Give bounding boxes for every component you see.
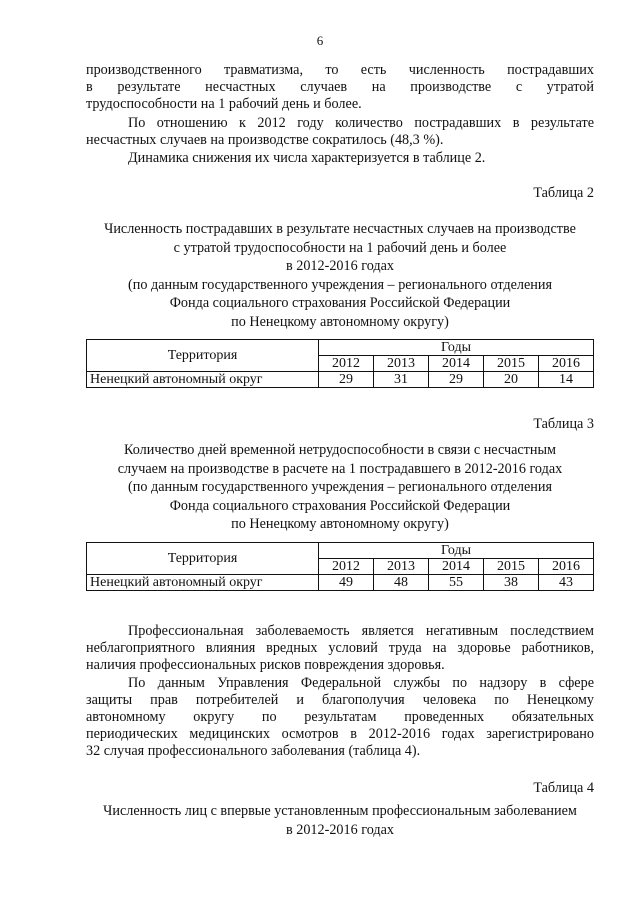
year-cell: 2014 [429, 356, 484, 372]
table2-label: Таблица 2 [533, 185, 594, 201]
table2-title-line: Фонда социального страхования Российской Федерации [169, 295, 511, 311]
year-cell: 2013 [374, 559, 429, 575]
table2 [86, 339, 594, 388]
table3-title-line: Количество дней временной нетрудоспособности в связи с несчастным [123, 442, 556, 458]
body-line: автономному округу по результатам проведенных обязательных [86, 709, 594, 725]
value-cell: 38 [484, 575, 539, 591]
value-cell: 49 [319, 575, 374, 591]
year-cell: 2012 [319, 356, 374, 372]
years-header: Годы [319, 543, 594, 559]
reduction-line: По отношению к 2012 году количество пострадавших в результате [128, 115, 594, 131]
body-line: Профессиональная заболеваемость является негативным последствием [128, 623, 594, 639]
table3-title-line: случаем на производстве в расчете на 1 пострадавшего в 2012-2016 годах [117, 460, 563, 477]
row-label: Ненецкий автономный округ [87, 372, 319, 388]
year-cell: 2012 [319, 559, 374, 575]
territory-header: Территория [87, 543, 319, 575]
year-cell: 2014 [429, 559, 484, 575]
body-line: наличия профессиональных рисков повреждения здоровья. [86, 657, 445, 673]
value-cell: 55 [429, 575, 484, 591]
value-cell: 14 [539, 372, 594, 388]
year-cell: 2013 [374, 356, 429, 372]
table4-title-line: Численность лиц с впервые установленным профессиональным заболеванием [103, 803, 577, 819]
table2-title-line: в 2012-2016 годах [285, 258, 395, 274]
table4-title-line: в 2012-2016 годах [285, 821, 395, 838]
page-number: 6 [316, 33, 324, 48]
table4-label: Таблица 4 [533, 780, 594, 796]
table2-title-line: Численность пострадавших в результате несчастных случаев на производстве [104, 221, 576, 237]
table3-title-line: (по данным государственного учреждения – регионального отделения [128, 479, 552, 495]
value-cell: 43 [539, 575, 594, 591]
year-cell: 2016 [539, 356, 594, 372]
dynamics-paragraph: Динамика снижения их числа характеризуется в таблице 2. [128, 150, 486, 166]
territory-header: Территория [87, 340, 319, 372]
value-cell: 29 [429, 372, 484, 388]
body-line: По данным Управления Федеральной службы по надзору в сфере [128, 675, 594, 691]
value-cell: 20 [484, 372, 539, 388]
value-cell: 29 [319, 372, 374, 388]
intro-line: в результате несчастных случаев на производстве с утратой [86, 79, 594, 95]
reduction-paragraph [86, 115, 594, 149]
occupational-disease-paragraph [86, 623, 594, 674]
year-cell: 2015 [484, 356, 539, 372]
row-label: Ненецкий автономный округ [87, 575, 319, 591]
table3-label: Таблица 3 [533, 416, 594, 432]
body-line: неблагоприятного влияния вредных условий труда на здоровье работников, [86, 640, 594, 656]
value-cell: 31 [374, 372, 429, 388]
body-line: периодических медицинских осмотров в 2012-2016 годах зарегистрировано [86, 726, 594, 742]
table2-title-line: с утратой трудоспособности на 1 рабочий день и более [173, 239, 507, 256]
table3 [86, 542, 594, 591]
years-header: Годы [319, 340, 594, 356]
value-cell: 48 [374, 575, 429, 591]
table2-title-line: (по данным государственного учреждения – регионального отделения [128, 276, 552, 293]
table3-title-line: Фонда социального страхования Российской Федерации [169, 497, 511, 514]
year-cell: 2016 [539, 559, 594, 575]
rospotrebnadzor-paragraph [86, 675, 594, 760]
table3-title [86, 441, 594, 534]
intro-paragraph [86, 62, 594, 113]
table4-title [86, 802, 594, 839]
table2-title [86, 220, 594, 331]
year-cell: 2015 [484, 559, 539, 575]
body-line: 32 случая профессионального заболевания (таблица 4). [86, 743, 421, 759]
table2-title-line: по Ненецкому автономному округу) [231, 313, 449, 330]
table3-title-line: по Ненецкому автономному округу) [231, 516, 449, 532]
intro-line: производственного травматизма, то есть численность пострадавших [86, 62, 594, 78]
body-line: защиты прав потребителей и благополучия человека по Ненецкому [86, 692, 594, 708]
reduction-line: несчастных случаев на производстве сократилось (48,3 %). [86, 132, 444, 148]
intro-line: трудоспособности на 1 рабочий день и более. [86, 96, 362, 112]
